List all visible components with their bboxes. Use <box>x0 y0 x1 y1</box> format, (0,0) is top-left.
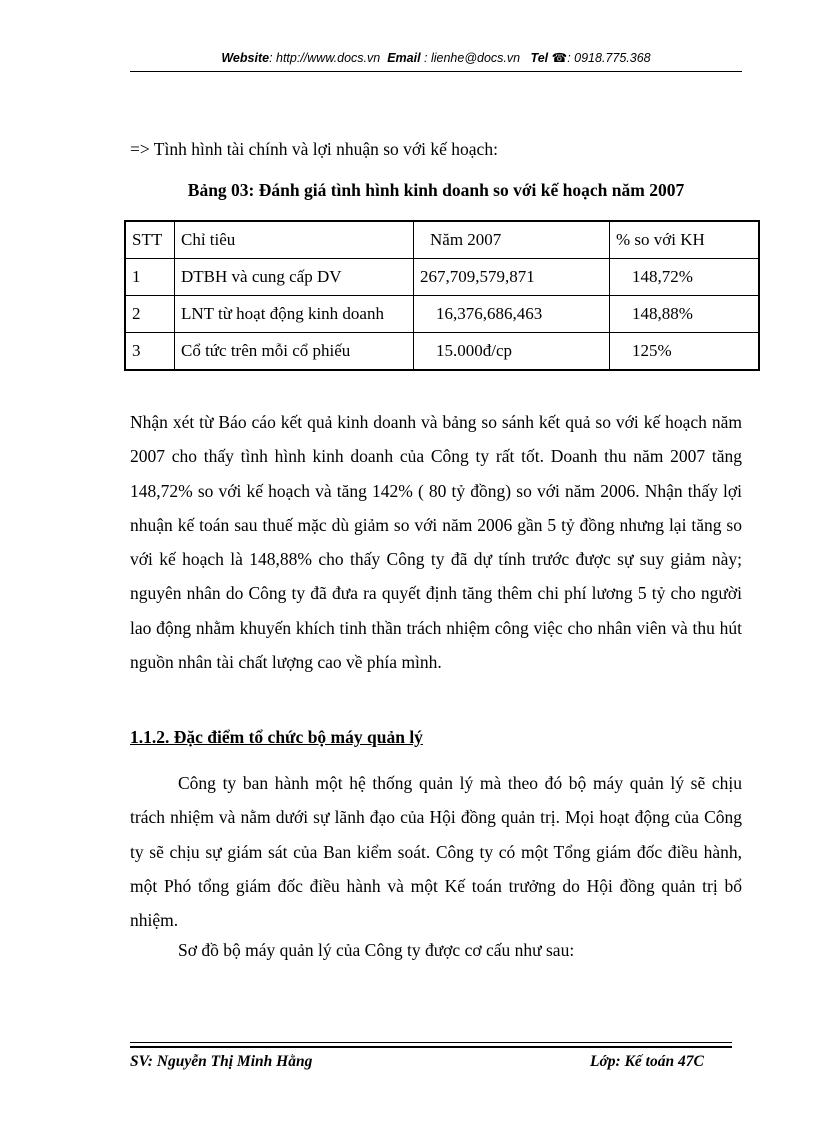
table-row <box>125 333 759 371</box>
structure-intro-paragraph: Sơ đồ bộ máy quản lý của Công ty được cơ cấu như sau: <box>178 940 575 960</box>
analysis-paragraph: Nhận xét từ Báo cáo kết quả kinh doanh và bảng so sánh kết quả so với kế hoạch năm 2007 cho thấy tình hình kinh doanh của Công ty rất tốt. Doanh thu năm 2007 tăng 148,72% so với kế hoạch và tăng 142% ( 80 tỷ đồng) so với năm 2006. Nhận thấy lợi nhuận kế toán sau thuế mặc dù giảm so với năm 2006 gần 5 tỷ đồng nhưng lại tăng so với kế hoạch là 148,88% cho thấy Công ty đã dự tính trước được sự suy giảm này; nguyên nhân do Công ty đã đưa ra quyết định tăng thêm chi phí lương 5 tỷ cho người lao động nhằm khuyến khích tinh thần trách nhiệm công việc cho nhân viên và thu hút nguồn nhân tài chất lượng cao về phía mình. <box>130 412 742 673</box>
table-header-row <box>125 221 759 259</box>
table-cell: 3 <box>125 333 175 371</box>
section-heading: 1.1.2. Đặc điểm tổ chức bộ máy quản lý <box>130 727 423 747</box>
table-title: Bảng 03: Đánh giá tình hình kinh doanh so với kế hoạch năm 2007 <box>187 180 685 200</box>
table-cell: 267,709,579,871 <box>414 259 610 296</box>
footer-student: SV: Nguyễn Thị Minh Hằng <box>130 1053 313 1070</box>
page-header <box>130 50 742 65</box>
table-row <box>125 296 759 333</box>
tel-label: Tel <box>530 51 549 65</box>
table-cell: 125% <box>610 333 760 371</box>
table-cell: DTBH và cung cấp DV <box>175 259 414 296</box>
table-cell: 15.000đ/cp <box>414 333 610 371</box>
management-paragraph: Công ty ban hành một hệ thống quản lý mà theo đó bộ máy quản lý sẽ chịu trách nhiệm và nằm dưới sự lãnh đạo của Hội đồng quản trị. Mọi hoạt động của Công ty sẽ chịu sự giám sát của Ban kiểm soát. Công ty có một Tổng giám đốc điều hành, một Phó tổng giám đốc điều hành và một Kế toán trưởng do Hội đồng quản trị bổ nhiệm. <box>130 773 742 931</box>
header-cell: % so với KH <box>610 221 760 259</box>
email-label: Email <box>387 51 421 65</box>
table-row <box>125 259 759 296</box>
email-value: : lienhe@docs.vn <box>420 51 521 65</box>
table-cell: 148,88% <box>610 296 760 333</box>
tel-value: : 0918.775.368 <box>567 51 651 65</box>
phone-icon: ☎ <box>551 51 568 65</box>
table-cell: 148,72% <box>610 259 760 296</box>
website-label: Website <box>221 51 270 65</box>
header-cell: STT <box>125 221 175 259</box>
header-divider <box>130 71 742 72</box>
header-cell: Chỉ tiêu <box>175 221 414 259</box>
table-cell: 2 <box>125 296 175 333</box>
footer-divider-thick <box>130 1046 732 1048</box>
website-value: : http://www.docs.vn <box>269 51 381 65</box>
intro-line: => Tình hình tài chính và lợi nhuận so với kế hoạch: <box>130 139 498 159</box>
plan-comparison-table <box>124 220 760 371</box>
footer-divider <box>130 1042 732 1043</box>
footer-class: Lớp: Kế toán 47C <box>590 1053 704 1070</box>
table-cell: LNT từ hoạt động kinh doanh <box>175 296 414 333</box>
header-cell: Năm 2007 <box>414 221 610 259</box>
table-cell: 1 <box>125 259 175 296</box>
table-cell: Cổ tức trên mỗi cổ phiếu <box>175 333 414 371</box>
table-cell: 16,376,686,463 <box>414 296 610 333</box>
